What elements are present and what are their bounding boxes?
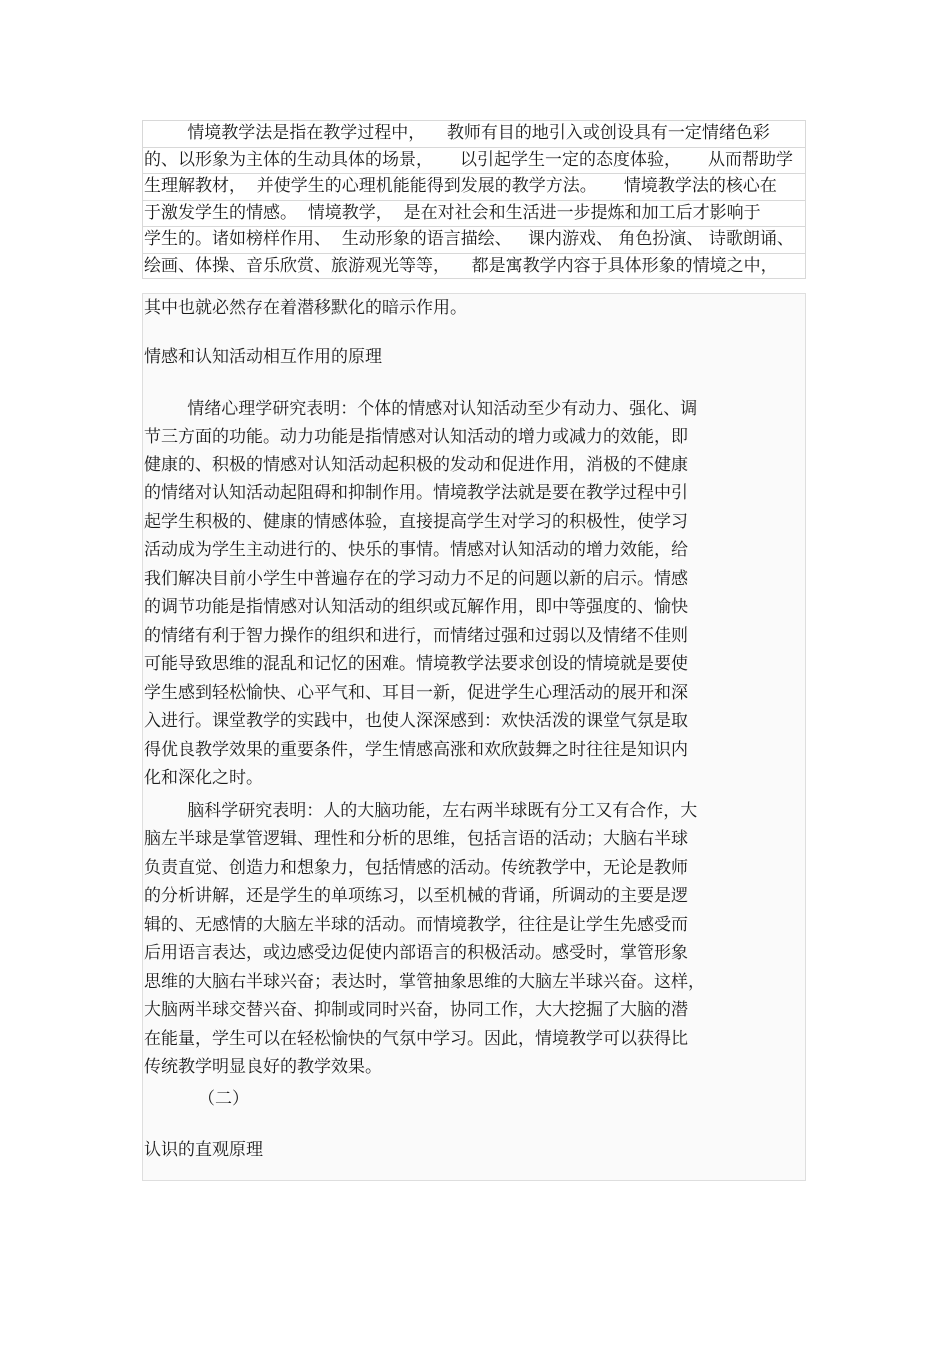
paragraph-line: 化和深化之时。 [144,768,263,788]
intro-line: 的、以形象为主体的生动具体的场景， 以引起学生一定的态度体验， 从而帮助学 [142,147,806,174]
paragraph-line: 节三方面的功能。动力功能是指情感对认知活动的增力或减力的效能，即 [144,427,688,447]
paragraph-line: 学生感到轻松愉快、心平气和、耳目一新，促进学生心理活动的展开和深 [144,683,688,703]
section-heading: 认识的直观原理 [144,1140,263,1160]
intro-line: 于激发学生的情感。 情境教学， 是在对社会和生活进一步提炼和加工后才影响于 [142,200,806,227]
intro-line: 情境教学法是指在教学过程中， 教师有目的地引入或创设具有一定情绪色彩 [142,120,806,147]
intro-last-line: 其中也就必然存在着潜移默化的暗示作用。 [144,298,467,318]
paragraph-line: 情绪心理学研究表明：个体的情感对认知活动至少有动力、强化、调 [144,399,698,419]
paragraph-line: 辑的、无感情的大脑左半球的活动。而情境教学，往往是让学生先感受而 [144,915,688,935]
paragraph-line: 的情绪对认知活动起阻碍和抑制作用。情境教学法就是要在教学过程中引 [144,483,688,503]
intro-line: 生理解教材， 并使学生的心理机能能得到发展的教学方法。 情境教学法的核心在 [142,173,806,200]
paragraph-line: 可能导致思维的混乱和记忆的困难。情境教学法要求创设的情境就是要使 [144,654,688,674]
paragraph-line: 传统教学明显良好的教学效果。 [144,1057,382,1077]
paragraph-line: 大脑两半球交替兴奋、抑制或同时兴奋，协同工作，大大挖掘了大脑的潜 [144,1000,688,1020]
intro-paragraph [142,120,806,279]
paragraph-line: 的分析讲解，还是学生的单项练习，以至机械的背诵，所调动的主要是逻 [144,886,688,906]
paragraph-line: 起学生积极的、健康的情感体验，直接提高学生对学习的积极性，使学习 [144,512,688,532]
paragraph-line: 的情绪有利于智力操作的组织和进行，而情绪过强和过弱以及情绪不佳则 [144,626,688,646]
intro-line: 学生的。诸如榜样作用、 生动形象的语言描绘、 课内游戏、 角色扮演、 诗歌朗诵、 [142,226,806,253]
section-heading: 情感和认知活动相互作用的原理 [144,347,382,367]
paragraph-line: 得优良教学效果的重要条件，学生情感高涨和欢欣鼓舞之时往往是知识内 [144,740,688,760]
paragraph-line: 脑科学研究表明：人的大脑功能，左右两半球既有分工又有合作，大 [144,801,698,821]
paragraph-line: 我们解决目前小学生中普遍存在的学习动力不足的问题以新的启示。情感 [144,569,688,589]
intro-line: 绘画、体操、音乐欣赏、旅游观光等等， 都是寓教学内容于具体形象的情境之中， [142,253,806,280]
paragraph-line: 在能量，学生可以在轻松愉快的气氛中学习。因此，情境教学可以获得比 [144,1029,688,1049]
paragraph-line: 活动成为学生主动进行的、快乐的事情。情感对认知活动的增力效能，给 [144,540,688,560]
paragraph-line: 的调节功能是指情感对认知活动的组织或瓦解作用，即中等强度的、愉快 [144,597,688,617]
paragraph-line: 思维的大脑右半球兴奋；表达时，掌管抽象思维的大脑左半球兴奋。这样， [144,972,705,992]
paragraph-line: 后用语言表达，或边感受边促使内部语言的积极活动。感受时，掌管形象 [144,943,688,963]
paragraph-line: 脑左半球是掌管逻辑、理性和分析的思维，包括言语的活动；大脑右半球 [144,829,688,849]
paragraph-line: 入进行。课堂教学的实践中，也使人深深感到：欢快活泼的课堂气氛是取 [144,711,688,731]
paragraph-line: 健康的、积极的情感对认知活动起积极的发动和促进作用，消极的不健康 [144,455,688,475]
paragraph-line: 负责直觉、创造力和想象力，包括情感的活动。传统教学中，无论是教师 [144,858,688,878]
section-marker: （二） [144,1089,250,1109]
